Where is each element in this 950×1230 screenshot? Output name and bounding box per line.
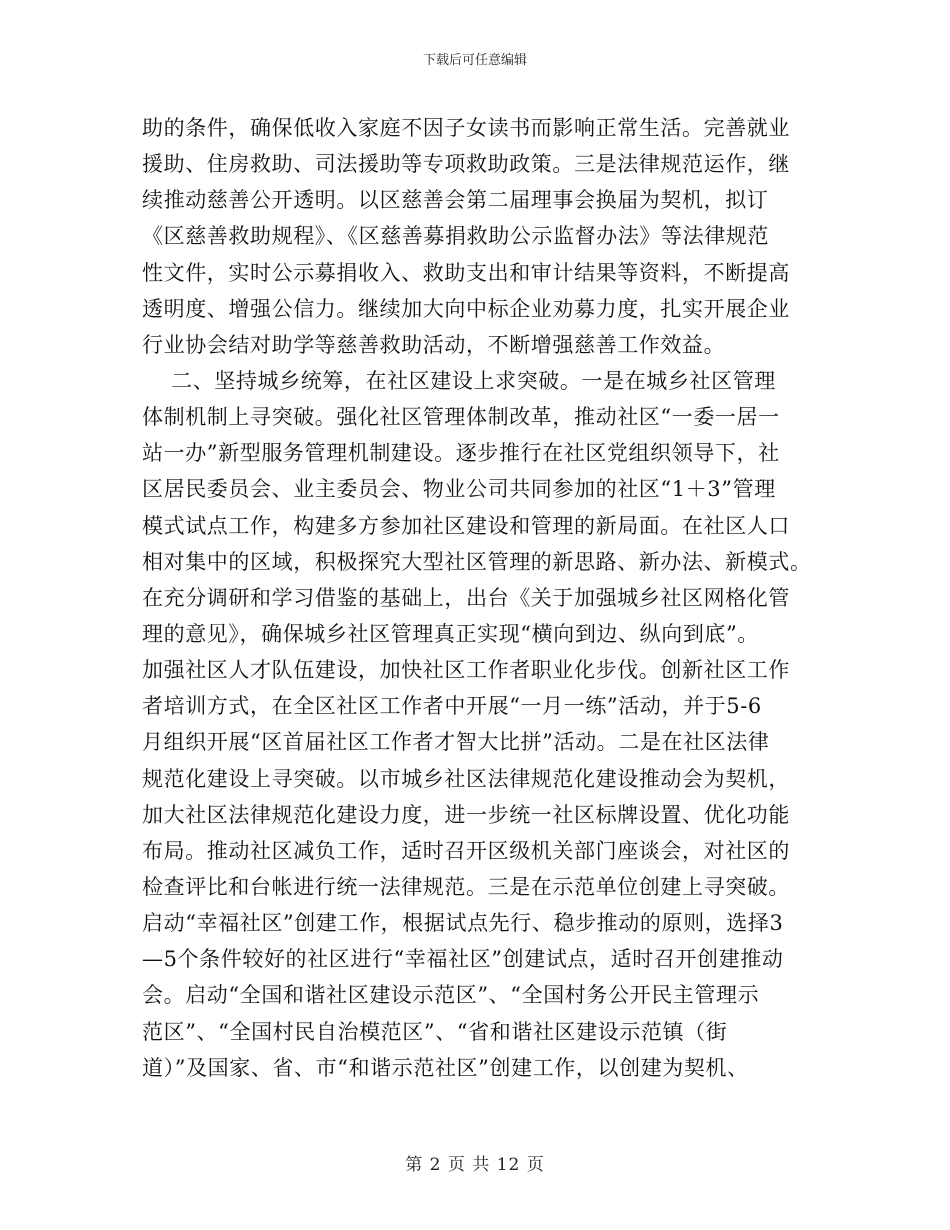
text-line: 规范化建设上寻突破。以市城乡社区法律规范化建设推动会为契机，	[142, 766, 790, 791]
text-line: 相对集中的区域，积极探究大型社区管理的新思路、新办法、新模式。	[142, 549, 812, 574]
text-line: 站一办”新型服务管理机制建设。逐步推行在社区党组织领导下，社	[142, 441, 780, 466]
page-header: 下载后可任意编辑	[422, 53, 527, 68]
text-line: —5个条件较好的社区进行“幸福社区”创建试点，适时召开创建推动	[142, 947, 784, 972]
text-line: 理的意见》，确保城乡社区管理真正实现“横向到边、纵向到底”。	[142, 621, 759, 646]
text-line: 道）”及国家、省、市“和谐示范社区”创建工作，以创建为契机、	[142, 1055, 749, 1080]
text-line: 月组织开展“区首届社区工作者才智大比拼”活动。二是在社区法律	[142, 730, 770, 755]
text-line: 检查评比和台帐进行统一法律规范。三是在示范单位创建上寻突破。	[142, 874, 790, 899]
text-line: 模式试点工作，构建多方参加社区建设和管理的新局面。在社区人口	[142, 513, 790, 538]
text-line: 加强社区人才队伍建设，加快社区工作者职业化步伐。创新社区工作	[142, 658, 790, 683]
text-line: 透明度、增强公信力。继续加大向中标企业劝募力度，扎实开展企业	[142, 296, 790, 321]
text-line: 布局。推动社区减负工作，适时召开区级机关部门座谈会，对社区的	[142, 838, 790, 863]
text-line: 者培训方式，在全区社区工作者中开展“一月一练”活动，并于5-6	[142, 694, 762, 719]
text-line: 《区慈善救助规程》、《区慈善募捐救助公示监督办法》等法律规范	[142, 224, 769, 249]
text-line: 加大社区法律规范化建设力度，进一步统一社区标牌设置、优化功能	[142, 802, 790, 827]
text-line: 会。启动“全国和谐社区建设示范区”、“全国村务公开民主管理示	[142, 983, 760, 1008]
text-line: 助的条件，确保低收入家庭不因子女读书而影响正常生活。完善就业	[142, 116, 790, 140]
text-line: 二、坚持城乡统筹，在社区建设上求突破。一是在城乡社区管理	[142, 368, 776, 393]
text-line: 启动“幸福社区”创建工作，根据试点先行、稳步推动的原则，选择3	[142, 911, 784, 936]
text-line: 行业协会结对助学等慈善救助活动，不断增强慈善工作效益。	[142, 332, 726, 357]
text-line: 体制机制上寻突破。强化社区管理体制改革，推动社区“一委一居一	[142, 405, 780, 430]
page-number-footer: 第 2 页 共 12 页	[405, 1155, 545, 1175]
text-line: 性文件，实时公示募捐收入、救助支出和审计结果等资料，不断提高	[142, 260, 790, 285]
text-line: 续推动慈善公开透明。以区慈善会第二届理事会换届为契机，拟订	[142, 188, 769, 213]
text-line: 援助、住房救助、司法援助等专项救助政策。三是法律规范运作，继	[142, 152, 790, 177]
text-line: 在充分调研和学习借鉴的基础上，出台《关于加强城乡社区网格化管	[142, 585, 790, 610]
text-line: 范区”、“全国村民自治模范区”、“省和谐社区建设示范镇（街	[142, 1019, 728, 1044]
text-line: 区居民委员会、业主委员会、物业公司共同参加的社区“1＋3”管理	[142, 477, 776, 502]
document-body	[142, 110, 822, 1086]
